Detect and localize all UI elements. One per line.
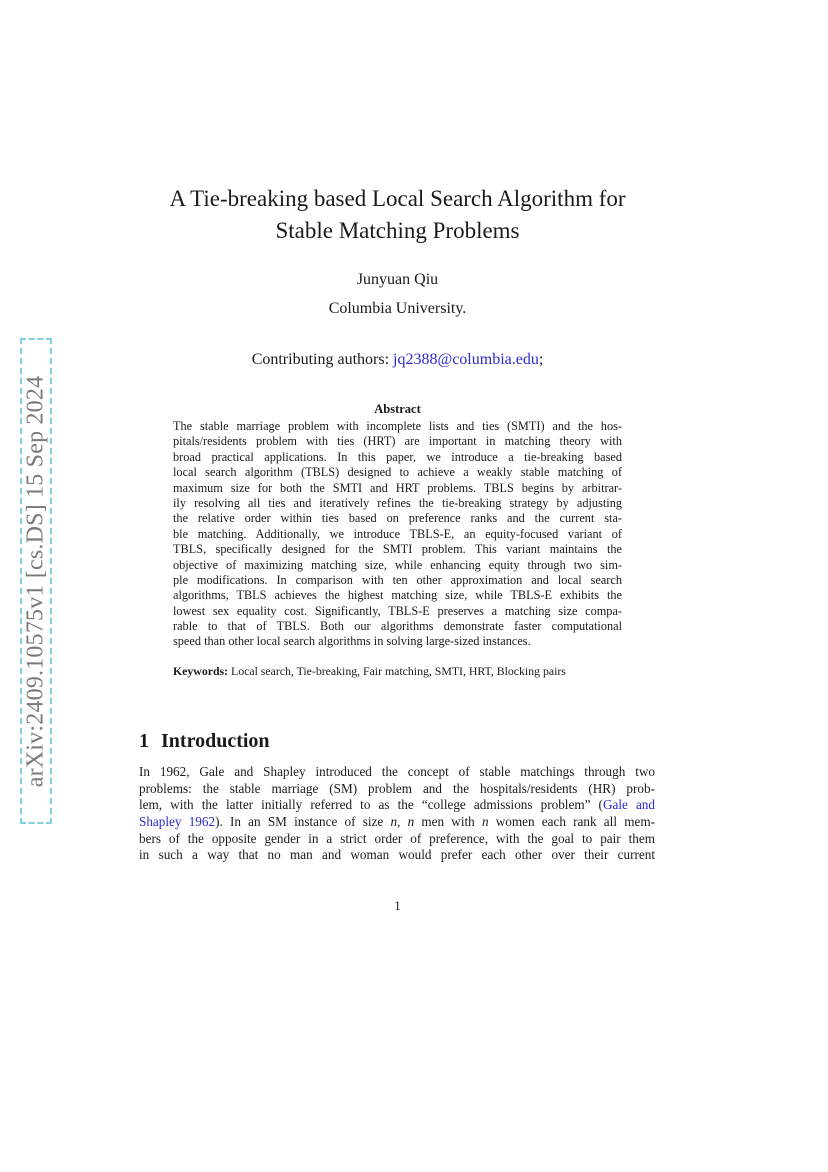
- abstract-line: ple modifications. In comparison with ten other approximation and local search: [173, 572, 622, 587]
- title-line-1: A Tie-breaking based Local Search Algorithm for: [169, 186, 626, 211]
- author-email-link[interactable]: jq2388@columbia.edu: [393, 351, 539, 368]
- abstract-line: lowest sex equality cost. Significantly, TBLS-E preserves a matching size compa-: [173, 603, 622, 618]
- abstract-heading: Abstract: [374, 402, 421, 416]
- math-n: n: [390, 814, 398, 830]
- section-title: Introduction: [161, 730, 270, 752]
- contributing-suffix: ;: [538, 351, 544, 368]
- abstract-line: objective of maximizing matching size, while enhancing equity through two sim-: [173, 557, 622, 572]
- abstract-line: rable to that of TBLS. Both our algorithms demonstrate faster computational: [173, 619, 622, 634]
- title-line-2: Stable Matching Problems: [275, 218, 520, 243]
- abstract-line: the relative order within ties based on preference ranks and the current sta-: [173, 511, 622, 526]
- keywords-list: Local search, Tie-breaking, Fair matching, SMTI, HRT, Blocking pairs: [228, 664, 566, 678]
- math-n: n: [481, 814, 489, 830]
- abstract-line: local search algorithm (TBLS) designed to achieve a weakly stable matching of: [173, 465, 622, 480]
- abstract-body: [173, 419, 622, 650]
- author-affiliation: Columbia University.: [328, 300, 467, 317]
- introduction-body: [139, 764, 655, 864]
- intro-text: ). In an SM instance of size: [215, 814, 391, 830]
- abstract-line: pitals/residents problem with ties (HRT) are important in matching theory with: [173, 434, 622, 449]
- contributing-authors: [0, 351, 795, 369]
- intro-line: [139, 797, 655, 814]
- keywords: [173, 664, 566, 679]
- intro-text: lem, with the latter initially referred to as the “college admissions problem” (: [139, 797, 603, 813]
- intro-line: In 1962, Gale and Shapley introduced the concept of stable matchings through two: [139, 764, 655, 779]
- intro-text: ,: [397, 814, 408, 830]
- intro-line: bers of the opposite gender in a strict order of preference, with the goal to pair them: [139, 830, 655, 846]
- paper-title: [140, 183, 655, 247]
- author-name: Junyuan Qiu: [356, 271, 439, 288]
- intro-line: problems: the stable marriage (SM) problem and the hospitals/residents (HR) prob-: [139, 780, 655, 796]
- abstract-line: ily resolving all ties and iteratively refines the tie-breaking strategy by adjusting: [173, 495, 622, 510]
- abstract-line: broad practical applications. In this paper, we introduce a tie-breaking based: [173, 449, 622, 464]
- intro-line: [139, 814, 655, 831]
- intro-line: in such a way that no man and woman would prefer each other over their current: [139, 847, 655, 863]
- abstract-line: algorithms, TBLS achieves the highest matching size, while TBLS-E exhibits the: [173, 588, 622, 603]
- arxiv-identifier: arXiv:2409.10575v1 [cs.DS] 15 Sep 2024: [22, 375, 49, 787]
- abstract-line: TBLS, specifically designed for the SMTI problem. This variant maintains the: [173, 542, 622, 557]
- keywords-label: Keywords:: [173, 664, 229, 678]
- abstract-line: The stable marriage problem with incomplete lists and ties (SMTI) and the hos-: [173, 419, 622, 433]
- page-number: 1: [394, 898, 401, 913]
- section-number: 1: [139, 730, 149, 752]
- contributing-label: Contributing authors:: [251, 351, 394, 368]
- citation-link[interactable]: Gale and: [602, 797, 655, 813]
- intro-text: women each rank all mem-: [488, 814, 655, 830]
- citation-link[interactable]: Shapley 1962: [139, 814, 216, 830]
- section-heading: [139, 730, 270, 753]
- intro-text: men with: [414, 814, 482, 830]
- abstract-line: ble matching. Additionally, we introduce TBLS-E, an equity-focused variant of: [173, 526, 622, 541]
- math-n: n: [407, 814, 415, 830]
- abstract-line: speed than other local search algorithms in solving large-sized instances.: [173, 634, 531, 649]
- abstract-line: maximum size for both the SMTI and HRT problems. TBLS begins by arbitrar-: [173, 480, 622, 495]
